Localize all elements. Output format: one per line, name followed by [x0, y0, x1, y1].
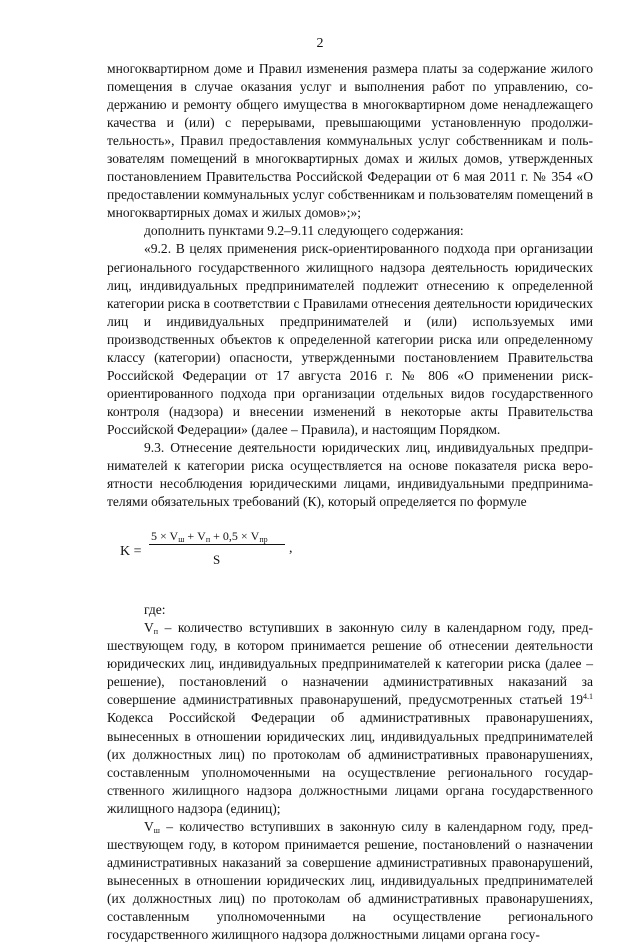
page-number: 2: [316, 36, 324, 51]
paragraph-vn-definition: $V_п$ – количество вступивших в законную силу в календарном году, предшествующем году, в котором принимается решение об отнесении деятельности юридических лиц, индивидуальных предпринимателей к категории риска (далее – решение), постановлений о назначении административных наказаний за совершение административных правонарушений, предусмотренных статьей $19^{4.1}$ Кодекса Российской Федерации об административных правонарушениях, вынесенных в отношении юридических лиц, индивидуальных предпринимателей (их должностных лиц) по протоколам об административных правонарушениях, составленным уполномоченными на осуществление регионального государственного жилищного надзора должностными лицами органа государственного жилищного надзора (единиц);: [107, 620, 593, 816]
paragraph-9-2: «9.2. В целях применения риск-ориентированного подхода при организации регионального государственного жилищного надзора деятельность юридических лиц, индивидуальных предпринимателей подлежит отнесению к определенной категории риска в соответствии с Правилами отнесения деятельности юридических лиц и индивидуальных предпринимателей и (или) используемых ими производственных объектов к определенной категории риска или определенному классу (категории) опасности, утвержденными постановлением Правительства Российской Федерации от 17 августа 2016 г. № 806 «О применении риск-ориентированного подхода при организации отдельных видов государственного контроля (надзора) и внесении изменений в некоторые акты Правительства Российской Федерации» (далее – Правила), и настоящим Порядком.: [107, 241, 593, 437]
formula-denominator: S: [213, 552, 221, 568]
formula-numerator: $5 \times V_ш + V_п + 0,5 \times V_{пр}$: [151, 529, 268, 545]
fraction-bar: [149, 544, 285, 545]
document-body: [107, 60, 593, 944]
risk-formula: [107, 521, 593, 591]
where-label: где:: [144, 602, 166, 618]
paragraph-vsh-definition: $V_ш$ – количество вступивших в законную силу в календарном году, предшествующем году, в котором принимается решение, постановлений о назначении административных наказаний за совершение административных правонарушений, вынесенных в отношении юридических лиц, индивидуальных предпринимателей (их должностных лиц) по протоколам об административных правонарушениях, составленным уполномоченными на осуществление регионального государственного жилищного надзора должностными лицами органа госу-: [107, 818, 593, 943]
formula-trailing-comma: ,: [289, 541, 293, 557]
paragraph-supplement: дополнить пунктами 9.2–9.11 следующего содержания:: [144, 223, 464, 239]
formula-lhs: K =: [120, 544, 142, 560]
paragraph-continuation: многоквартирном доме и Правил изменения размера платы за содержание жилого помещения в случае оказания услуг и выполнения работ по управлению, содержанию и ремонту общего имущества в многоквартирном доме ненадлежащего качества и (или) с перерывами, превышающими установленную продолжительность», Правил предоставления коммунальных услуг собственникам и пользователям помещений в многоквартирных домах и жилых домов, утвержденных постановлением Правительства Российской Федерации от 6 мая 2011 г. № 354 «О предоставлении коммунальных услуг собственникам и пользователям помещений в многоквартирных домах и жилых домов»;»;: [107, 61, 593, 221]
paragraph-9-3: 9.3. Отнесение деятельности юридических лиц, индивидуальных предпринимателей к категории риска осуществляется на основе показателя риска вероятности несоблюдения юридическими лицами, индивидуальными предпринимателями обязательных требований (К), который определяется по формуле: [107, 439, 593, 510]
